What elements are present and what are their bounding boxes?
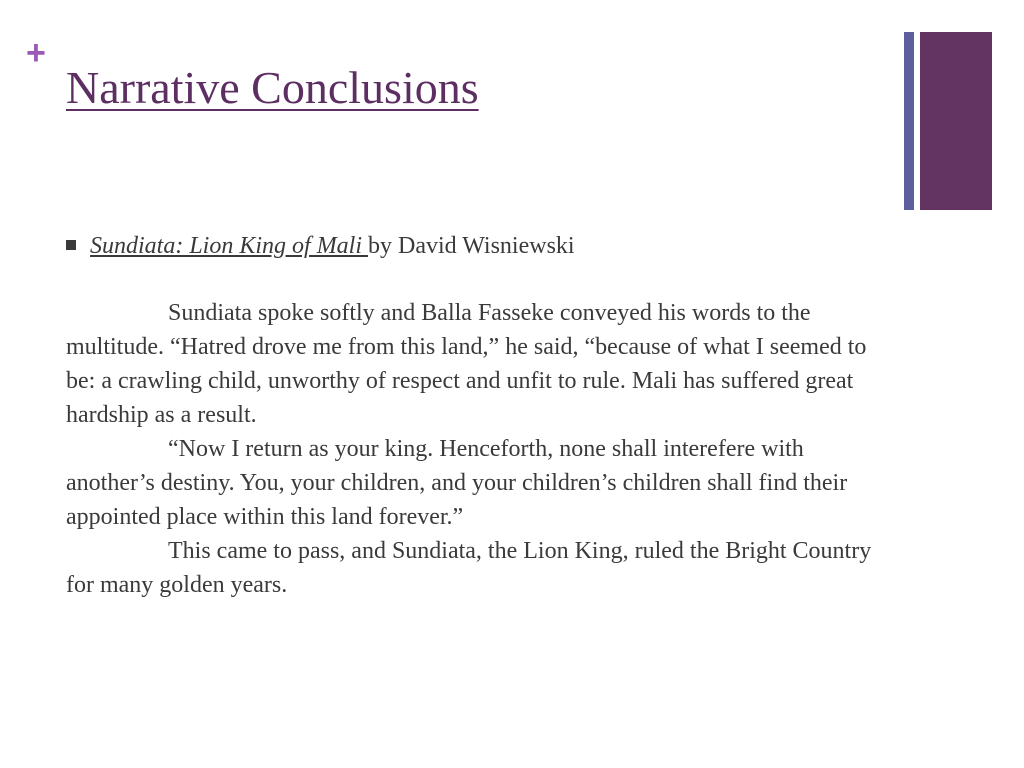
plus-icon: + [26, 34, 46, 72]
bullet-square-icon [66, 240, 76, 250]
bullet-item [66, 230, 575, 264]
slide-title: Narrative Conclusions [66, 62, 479, 113]
passage-paragraph: This came to pass, and Sundiata, the Lion King, ruled the Bright Country for many golden years. [66, 538, 872, 598]
quoted-passage [66, 296, 886, 602]
decorative-bar-thin [904, 32, 914, 210]
passage-paragraph: “Now I return as your king. Henceforth, none shall interefere with another’s destiny. You, your children, and your children’s children shall find their appointed place within this land forever.” [66, 436, 848, 530]
book-byline: by David Wisniewski [368, 233, 575, 259]
book-title: Sundiata: Lion King of Mali [90, 233, 369, 259]
passage-paragraph: Sundiata spoke softly and Balla Fasseke conveyed his words to the multitude. “Hatred drove me from this land,” he said, “because of what I seemed to be: a crawling child, unworthy of respect and unfit to rule. Mali has suffered great hardship as a result. [66, 300, 867, 428]
decorative-bar-wide [920, 32, 992, 210]
